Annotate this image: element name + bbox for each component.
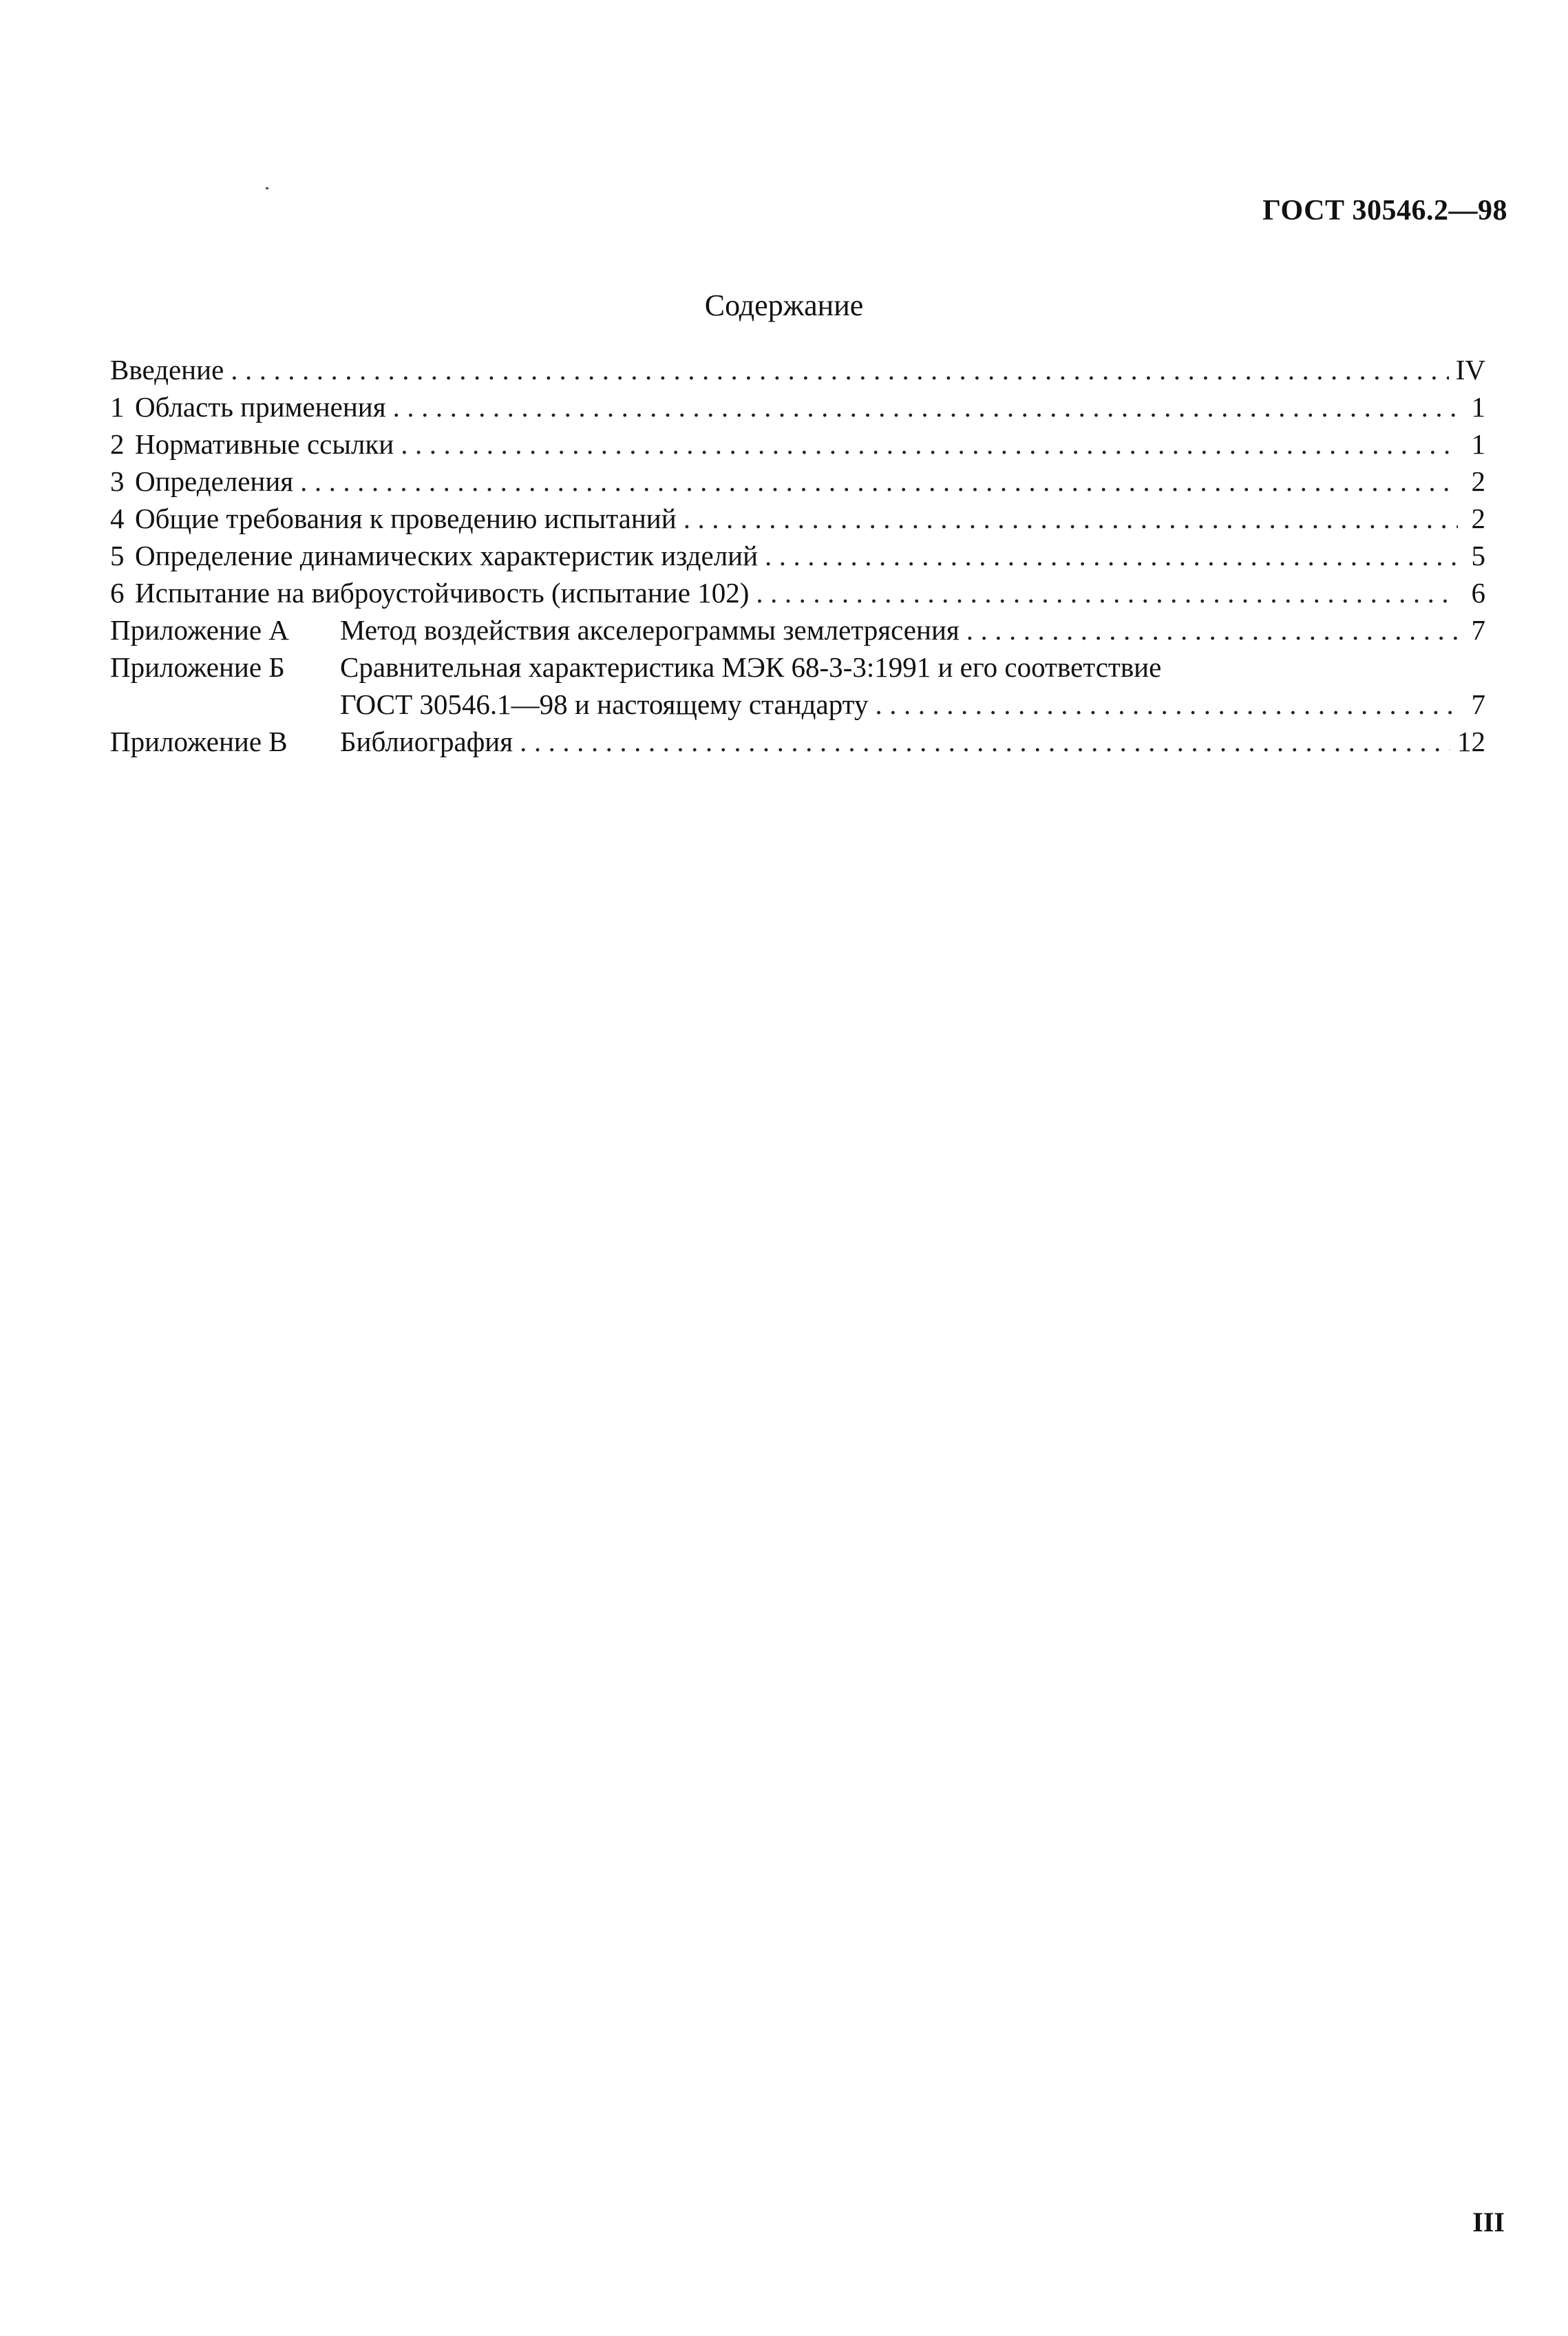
scan-speck <box>266 187 268 189</box>
toc-entry-label: Общие требования к проведению испытаний <box>135 503 677 534</box>
table-of-contents <box>110 351 1485 760</box>
leader-dots <box>393 388 1458 425</box>
toc-entry-number: 6 <box>110 577 125 609</box>
toc-entry-4[interactable] <box>110 500 1485 537</box>
appendix-label: Библиография <box>340 726 513 757</box>
appendix-label-continuation: ГОСТ 30546.1—98 и настоящему стандарту <box>340 688 869 720</box>
toc-entry-label: Область применения <box>135 391 386 423</box>
toc-entry-3[interactable] <box>110 463 1485 500</box>
toc-entry-number: 4 <box>110 503 125 534</box>
toc-entry-label: Определения <box>135 465 294 497</box>
leader-dots <box>966 611 1458 649</box>
toc-entry-page: 1 <box>1471 428 1485 460</box>
appendix-page: 7 <box>1471 688 1485 720</box>
toc-entry-page: 6 <box>1471 577 1485 609</box>
toc-appendix-v[interactable] <box>110 723 1485 760</box>
toc-appendix-a[interactable] <box>110 611 1485 649</box>
appendix-label: Метод воздействия акселерограммы землетрясения <box>340 614 960 646</box>
toc-entry-page: 2 <box>1471 465 1485 497</box>
toc-entry-label: Нормативные ссылки <box>135 428 394 460</box>
leader-dots <box>765 537 1458 574</box>
appendix-label: Сравнительная характеристика МЭК 68-3-3:1991 и его соответствие <box>340 651 1162 683</box>
toc-appendix-b-continuation[interactable] <box>110 686 1485 723</box>
toc-entry-label: Определение динамических характеристик изделий <box>135 540 759 571</box>
toc-entry-label: Введение <box>110 354 224 386</box>
toc-entry-page: 5 <box>1471 540 1485 571</box>
toc-entry-introduction[interactable] <box>110 351 1485 388</box>
toc-entry-number: 3 <box>110 465 125 497</box>
toc-entry-page: 1 <box>1471 391 1485 423</box>
leader-dots <box>876 686 1458 723</box>
leader-dots <box>300 463 1458 500</box>
appendix-page: 12 <box>1457 726 1485 757</box>
appendix-prefix: Приложение В <box>110 726 288 757</box>
appendix-prefix: Приложение Б <box>110 651 285 683</box>
leader-dots <box>684 500 1458 537</box>
toc-entry-1[interactable] <box>110 388 1485 425</box>
toc-entry-page: IV <box>1455 354 1485 386</box>
leader-dots <box>231 351 1448 388</box>
toc-entry-6[interactable] <box>110 574 1485 611</box>
document-code: ГОСТ 30546.2—98 <box>1262 195 1507 227</box>
leader-dots <box>756 574 1458 611</box>
toc-entry-page: 2 <box>1471 503 1485 534</box>
toc-entry-label: Испытание на виброустойчивость (испытание 102) <box>135 577 750 609</box>
toc-title: Содержание <box>704 288 864 322</box>
toc-entry-number: 5 <box>110 540 125 571</box>
leader-dots <box>401 425 1458 463</box>
toc-entry-number: 2 <box>110 428 125 460</box>
toc-appendix-b[interactable] <box>110 649 1485 686</box>
toc-entry-2[interactable] <box>110 425 1485 463</box>
page-number: III <box>1472 2207 1505 2238</box>
toc-entry-number: 1 <box>110 391 125 423</box>
leader-dots <box>520 723 1450 760</box>
appendix-page: 7 <box>1471 614 1485 646</box>
appendix-prefix: Приложение А <box>110 614 289 646</box>
toc-entry-5[interactable] <box>110 537 1485 574</box>
